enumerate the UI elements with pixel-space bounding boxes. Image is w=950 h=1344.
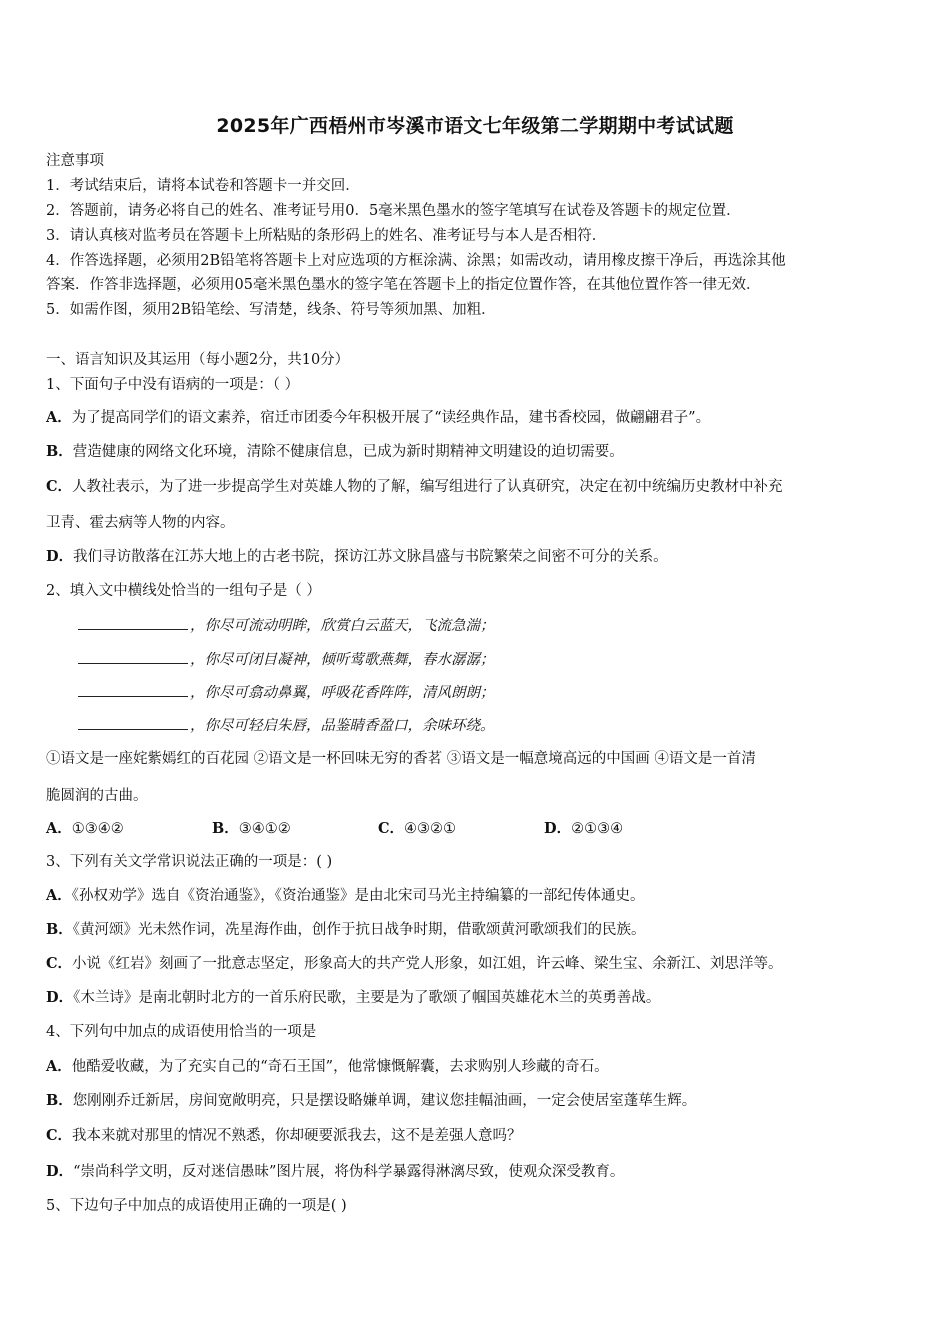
q3-option-d: [46, 988, 660, 1008]
question-stem-4: 4、下列句中加点的成语使用恰当的一项是: [46, 1024, 317, 1040]
q3-option-a: [46, 886, 645, 906]
poem-line: [78, 682, 495, 703]
option-text: 他酷爱收藏，为了充实自己的“奇石王国”，他常慷慨解囊，去求购别人珍藏的奇石。: [71, 1059, 609, 1075]
option-text: 《孙权劝学》选自《资治通鉴》，《资治通鉴》是由北宋司马光主持编纂的一部纪传体通史。: [71, 888, 645, 904]
option-label: D．: [544, 820, 572, 837]
notice-item: 1．考试结束后，请将本试卷和答题卡一并交回．: [46, 178, 360, 194]
notice-heading: 注意事项: [46, 153, 104, 169]
q4-option-c: [46, 1126, 522, 1146]
notice-item: 5．如需作图，须用2B铅笔绘、写清楚，线条、符号等须加黑、加粗．: [46, 302, 496, 318]
question-stem-1: 1、下面句子中没有语病的一项是：（ ）: [46, 377, 300, 393]
option-label: B．: [46, 1092, 73, 1109]
fill-blank: [78, 615, 188, 630]
option-label: C．: [46, 1127, 73, 1144]
option-text: 《木兰诗》是南北朝时北方的一首乐府民歌，主要是为了歌颂了帼国英雄花木兰的英勇善战。: [73, 990, 661, 1006]
option-text: 我们寻访散落在江苏大地上的古老书院，探访江苏文脉昌盛与书院繁荣之间密不可分的关系。: [73, 549, 668, 565]
q2-option-d: [544, 819, 623, 839]
page-title: 2025年广西梧州市岑溪市语文七年级第二学期期中考试试题: [216, 115, 734, 137]
option-label: A．: [46, 1058, 72, 1075]
q2-option-c: [378, 819, 544, 839]
option-label: B．: [212, 820, 239, 837]
poem-text: ，你尽可轻启朱唇，品鉴睛香盈口，余味环绕。: [190, 718, 495, 734]
q3-option-c: [46, 954, 783, 974]
q4-option-d: [46, 1162, 624, 1182]
poem-text: ，你尽可闭目凝神，倾听莺歌燕舞，春水潺潺；: [190, 652, 495, 668]
question-stem-3: 3、下列有关文学常识说法正确的一项是：( ): [46, 854, 333, 870]
option-text: 为了提高同学们的语文素养，宿迁市团委今年积极开展了“读经典作品，建书香校园，做翩翩君子”。: [71, 410, 711, 426]
poem-text: ，你尽可流动明眸，欣赏白云蓝天，飞流急湍；: [190, 618, 495, 634]
option-label: B．: [46, 443, 73, 460]
q2-choices-cont: 脆圆润的古曲。: [46, 788, 148, 804]
q3-option-b: [46, 920, 646, 940]
question-stem-2: 2、填入文中横线处恰当的一组句子是（ ）: [46, 583, 321, 599]
option-text: ②①③④: [571, 821, 624, 837]
q2-choices: ①语文是一座姹紫嫣红的百花园 ②语文是一杯回味无穷的香茗 ③语文是一幅意境高远的中国画 ④语文是一首清: [46, 751, 756, 767]
option-text: 小说《红岩》刻画了一批意志坚定，形象高大的共产党人形象，如江姐，许云峰、梁生宝、余新江、刘思洋等。: [72, 956, 783, 972]
option-label: A．: [46, 887, 72, 904]
question-stem-5: 5、下边句子中加点的成语使用正确的一项是( ): [46, 1198, 347, 1214]
option-label: A．: [46, 820, 72, 837]
option-text: “崇尚科学文明，反对迷信愚昧”图片展，将伪科学暴露得淋漓尽致，使观众深受教育。: [73, 1164, 625, 1180]
option-label: D．: [46, 989, 74, 1006]
option-label: B．: [46, 921, 73, 938]
q2-option-a: [46, 819, 212, 839]
notice-item: 4．作答选择题，必须用2B铅笔将答题卡上对应选项的方框涂满、涂黑；如需改动，请用橡皮擦干净后，再选涂其他: [46, 253, 786, 269]
notice-item: 答案．作答非选择题，必须用05毫米黑色墨水的签字笔在答题卡上的指定位置作答，在其他位置作答一律无效．: [46, 277, 761, 293]
option-text: 营造健康的网络文化环境，清除不健康信息，已成为新时期精神文明建设的迫切需要。: [72, 444, 624, 460]
poem-line: [78, 649, 495, 670]
q4-option-a: [46, 1057, 609, 1077]
option-text: 《黄河颂》光未然作词，冼星海作曲，创作于抗日战争时期，借歌颂黄河歌颂我们的民族。: [72, 922, 646, 938]
notice-item: 3．请认真核对监考员在答题卡上所粘贴的条形码上的姓名、准考证号与本人是否相符．: [46, 228, 607, 244]
option-text: 您刚刚乔迁新居，房间宽敞明亮，只是摆设略嫌单调，建议您挂幅油画，一定会使居室蓬荜生辉。: [72, 1093, 697, 1109]
option-text: ④③②①: [404, 821, 457, 837]
option-label: C．: [46, 955, 73, 972]
q1-option-c-cont: 卫青、霍去病等人物的内容。: [46, 515, 235, 531]
q4-option-b: [46, 1091, 696, 1111]
option-text: 人教社表示，为了进一步提高学生对英雄人物的了解，编写组进行了认真研究，决定在初中统编历史教材中补充: [72, 479, 783, 495]
poem-line: [78, 715, 495, 736]
option-label: C．: [46, 478, 73, 495]
q1-option-d: [46, 547, 668, 567]
option-label: A．: [46, 409, 72, 426]
q2-option-b: [212, 819, 378, 839]
option-label: D．: [46, 1163, 74, 1180]
notice-item: 2．答题前，请务必将自己的姓名、准考证号用0．5毫米黑色墨水的签字笔填写在试卷及答题卡的规定位置．: [46, 203, 741, 219]
option-text: ①③④②: [71, 821, 124, 837]
section-heading: 一、语言知识及其运用（每小题2分，共10分）: [46, 352, 350, 368]
option-label: C．: [378, 820, 405, 837]
option-label: D．: [46, 548, 74, 565]
fill-blank: [78, 649, 188, 664]
poem-text: ，你尽可翕动鼻翼，呼吸花香阵阵，清风朗朗；: [190, 685, 495, 701]
q1-option-a: [46, 408, 710, 428]
option-text: 我本来就对那里的情况不熟悉，你却硬要派我去，这不是差强人意吗？: [72, 1128, 522, 1144]
option-text: ③④①②: [238, 821, 291, 837]
q2-options: [46, 819, 623, 839]
fill-blank: [78, 682, 188, 697]
poem-line: [78, 615, 495, 636]
fill-blank: [78, 715, 188, 730]
q1-option-b: [46, 442, 624, 462]
q1-option-c: [46, 477, 783, 497]
